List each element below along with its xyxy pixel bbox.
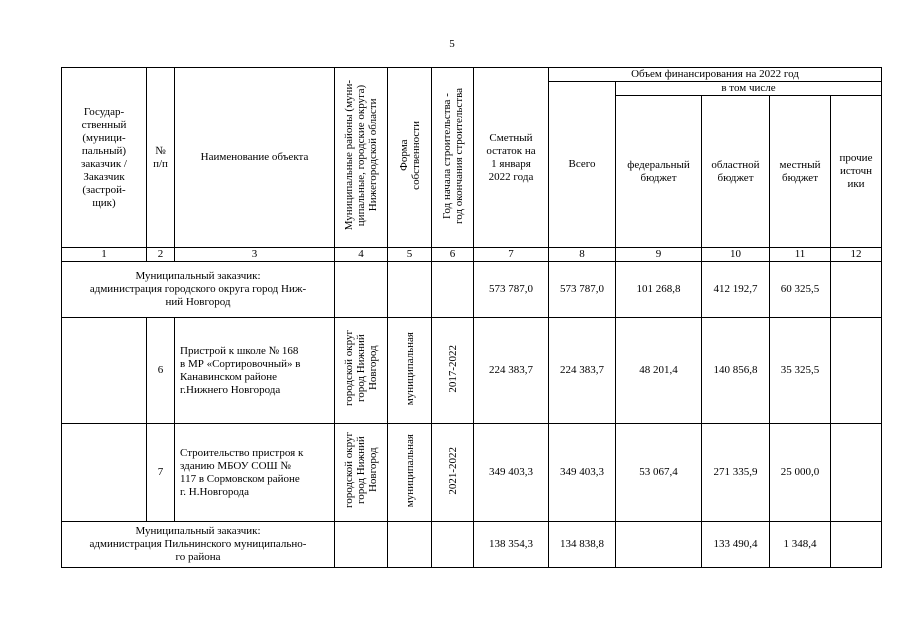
years-cell: 2017-2022 [432, 318, 474, 424]
header-total: Всего [549, 82, 616, 248]
column-number: 4 [335, 248, 388, 262]
years-cell [432, 262, 474, 318]
balance-cell: 349 403,3 [474, 424, 549, 522]
years-cell: 2021-2022 [432, 424, 474, 522]
regional-cell: 412 192,7 [702, 262, 770, 318]
header-federal: федеральный бюджет [616, 96, 702, 248]
local-cell: 60 325,5 [770, 262, 831, 318]
ownership-cell [388, 522, 432, 568]
federal-cell [616, 522, 702, 568]
header-regional: областной бюджет [702, 96, 770, 248]
header-financing: Объем финансирования на 2022 год [549, 68, 882, 82]
ownership-cell [388, 262, 432, 318]
row-number: 6 [147, 318, 175, 424]
group-row-nizhny-novgorod [62, 262, 882, 318]
header-including: в том числе [616, 82, 882, 96]
district-cell: городской округ город Нижний Новгород [335, 318, 388, 424]
regional-cell: 140 856,8 [702, 318, 770, 424]
ownership-cell: муниципальная [388, 318, 432, 424]
federal-cell: 48 201,4 [616, 318, 702, 424]
page-number: 5 [449, 38, 455, 50]
group-title: Муниципальный заказчик: администрация Пильнинского муниципально- го района [62, 522, 335, 568]
column-number: 7 [474, 248, 549, 262]
table-row [62, 318, 882, 424]
total-cell: 224 383,7 [549, 318, 616, 424]
customer-cell [62, 318, 147, 424]
group-row-pilna [62, 522, 882, 568]
header-local: местный бюджет [770, 96, 831, 248]
header-balance: Сметный остаток на 1 января 2022 года [474, 68, 549, 248]
header-other: прочие источн ики [831, 96, 882, 248]
column-number: 3 [175, 248, 335, 262]
regional-cell: 133 490,4 [702, 522, 770, 568]
table-row [62, 424, 882, 522]
column-number: 5 [388, 248, 432, 262]
district-cell [335, 522, 388, 568]
district-cell [335, 262, 388, 318]
group-title: Муниципальный заказчик: администрация городского округа город Ниж- ний Новгород [62, 262, 335, 318]
balance-cell: 573 787,0 [474, 262, 549, 318]
column-number: 10 [702, 248, 770, 262]
years-cell [432, 522, 474, 568]
column-number: 2 [147, 248, 175, 262]
balance-cell: 138 354,3 [474, 522, 549, 568]
local-cell: 1 348,4 [770, 522, 831, 568]
column-number: 11 [770, 248, 831, 262]
column-number: 9 [616, 248, 702, 262]
row-number: 7 [147, 424, 175, 522]
total-cell: 134 838,8 [549, 522, 616, 568]
federal-cell: 101 268,8 [616, 262, 702, 318]
column-number: 1 [62, 248, 147, 262]
total-cell: 573 787,0 [549, 262, 616, 318]
other-cell [831, 424, 882, 522]
balance-cell: 224 383,7 [474, 318, 549, 424]
federal-cell: 53 067,4 [616, 424, 702, 522]
financing-table [61, 67, 882, 568]
header-districts: Муниципальные районы (муни- ципальные, городские округа) Нижегородской области [335, 68, 388, 248]
object-name: Строительство пристроя к зданию МБОУ СОШ № 117 в Сормовском районе г. Н.Новгорода [175, 424, 335, 522]
column-number: 8 [549, 248, 616, 262]
local-cell: 35 325,5 [770, 318, 831, 424]
header-years: Год начала строительства - год окончания строительства [432, 68, 474, 248]
customer-cell [62, 424, 147, 522]
ownership-cell: муниципальная [388, 424, 432, 522]
district-cell: городской округ город Нижний Новгород [335, 424, 388, 522]
header-number: № п/п [147, 68, 175, 248]
local-cell: 25 000,0 [770, 424, 831, 522]
object-name: Пристрой к школе № 168 в МР «Сортировочный» в Канавинском районе г.Нижнего Новгорода [175, 318, 335, 424]
column-number: 6 [432, 248, 474, 262]
header-ownership: Форма собственности [388, 68, 432, 248]
other-cell [831, 262, 882, 318]
column-number-row [62, 248, 882, 262]
column-number: 12 [831, 248, 882, 262]
total-cell: 349 403,3 [549, 424, 616, 522]
other-cell [831, 318, 882, 424]
header-customer: Государ- ственный (муници- пальный) заказчик / Заказчик (застрой- щик) [62, 68, 147, 248]
regional-cell: 271 335,9 [702, 424, 770, 522]
header-object-name: Наименование объекта [175, 68, 335, 248]
other-cell [831, 522, 882, 568]
